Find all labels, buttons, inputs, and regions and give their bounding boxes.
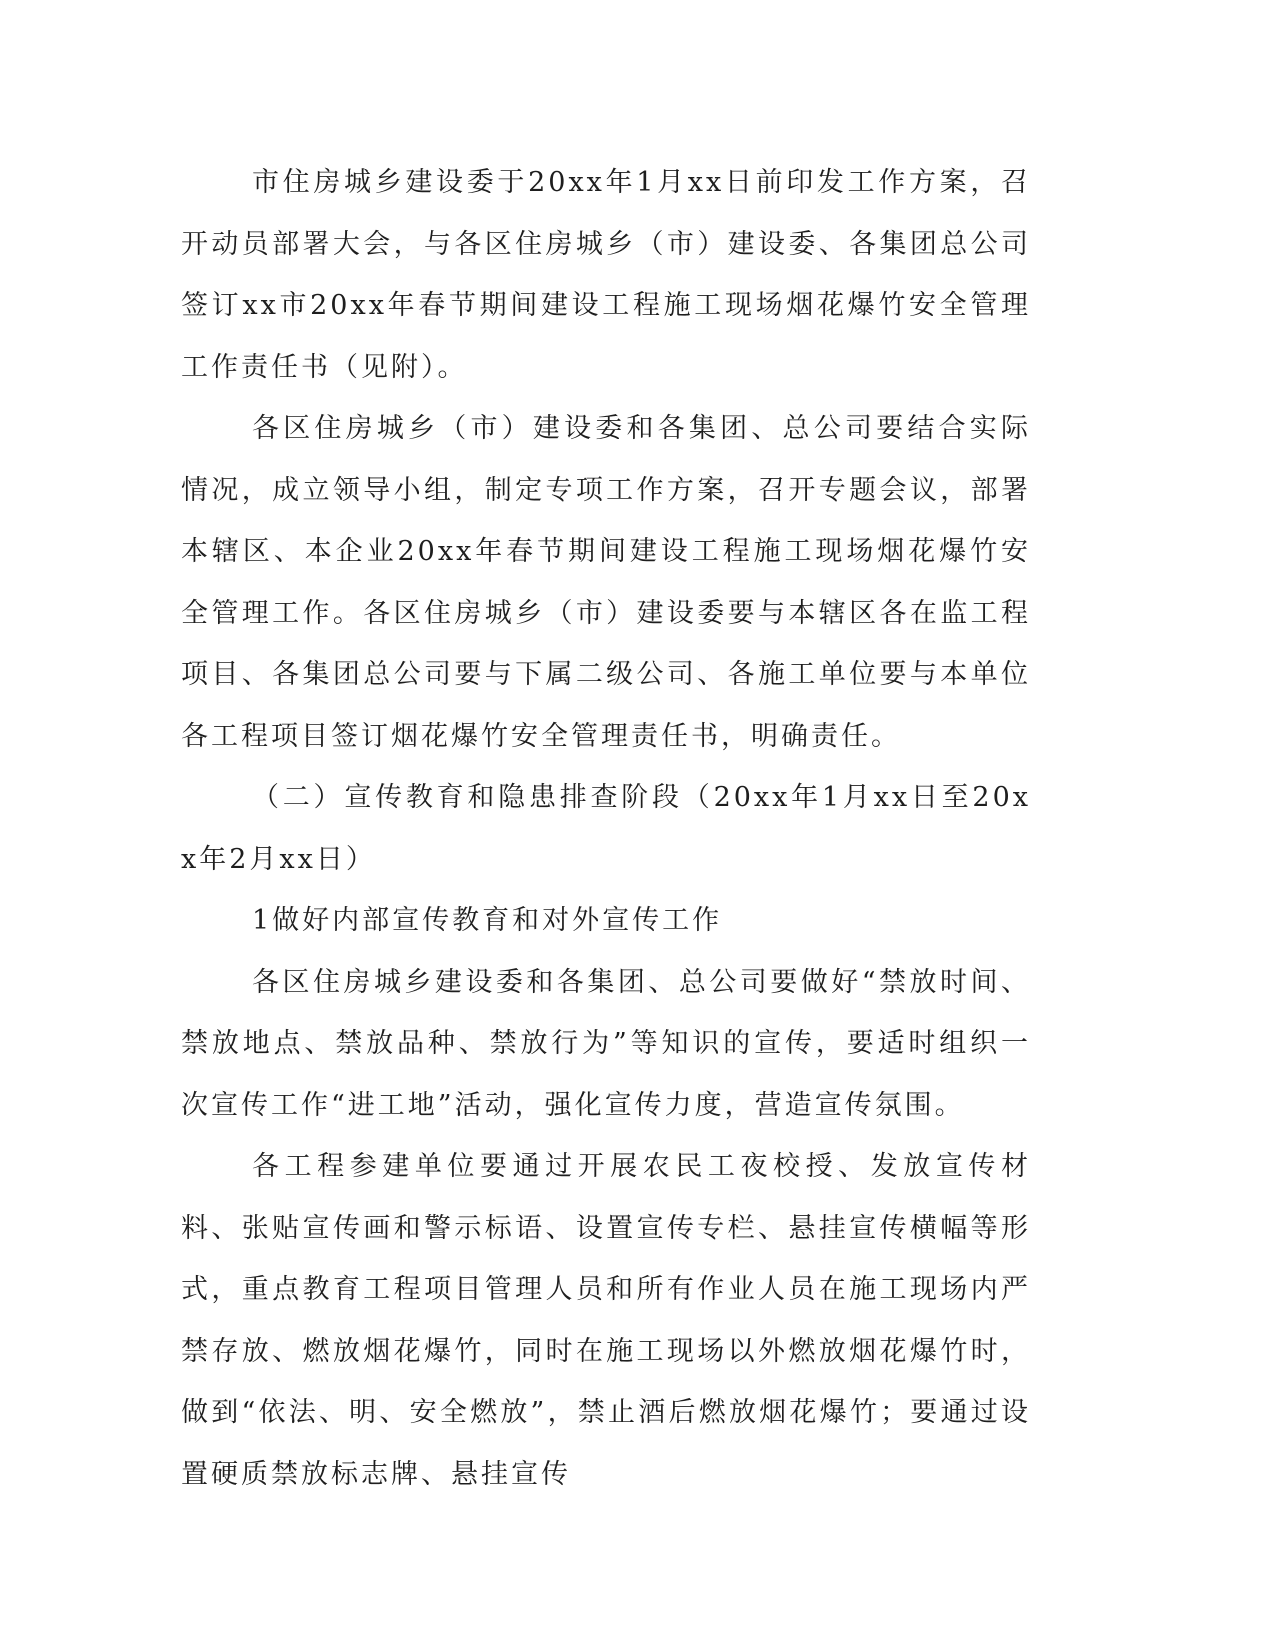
paragraph-mobilization: 市住房城乡建设委于20xx年1月xx日前印发工作方案，召开动员部署大会，与各区住房城乡（市）建设委、各集团总公司签订xx市20xx年春节期间建设工程施工现场烟花爆竹安全管理工作责任书（见附）。 (181, 167, 1031, 383)
section-heading-publicity-stage: （二）宣传教育和隐患排查阶段（20xx年1月xx日至20xx年2月xx日） (181, 782, 1031, 875)
document-body (181, 152, 1031, 1505)
paragraph-district-responsibility: 各区住房城乡（市）建设委和各集团、总公司要结合实际情况，成立领导小组，制定专项工作方案，召开专题会议，部署本辖区、本企业20xx年春节期间建设工程施工现场烟花爆竹安全管理工作。各区住房城乡（市）建设委要与本辖区各在监工程项目、各集团总公司要与下属二级公司、各施工单位要与本单位各工程项目签订烟花爆竹安全管理责任书，明确责任。 (181, 413, 1031, 752)
subheading-internal-publicity: 1做好内部宣传教育和对外宣传工作 (252, 905, 723, 936)
paragraph-publicity-knowledge: 各区住房城乡建设委和各集团、总公司要做好“禁放时间、禁放地点、禁放品种、禁放行为”等知识的宣传，要适时组织一次宣传工作“进工地”活动，强化宣传力度，营造宣传氛围。 (181, 966, 1031, 1121)
paragraph-construction-units-education: 各工程参建单位要通过开展农民工夜校授、发放宣传材料、张贴宣传画和警示标语、设置宣传专栏、悬挂宣传横幅等形式，重点教育工程项目管理人员和所有作业人员在施工现场内严禁存放、燃放烟花爆竹，同时在施工现场以外燃放烟花爆竹时，做到“依法、明、安全燃放”，禁止酒后燃放烟花爆竹；要通过设置硬质禁放标志牌、悬挂宣传 (181, 1151, 1031, 1490)
